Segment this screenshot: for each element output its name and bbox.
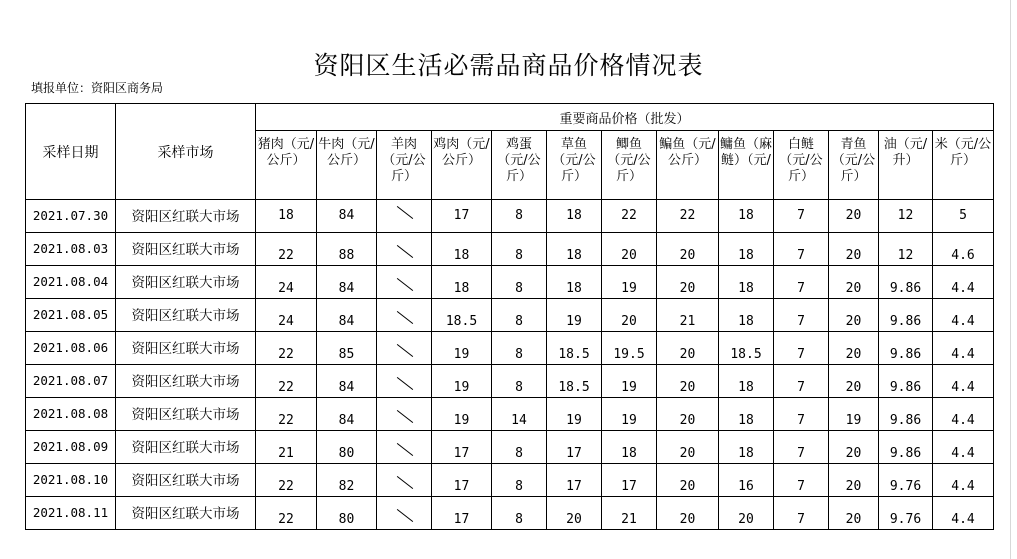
header-market: 采样市场 [116,104,256,200]
sample-market-cell: 资阳区红联大市场 [116,200,256,233]
diagonal-slash-icon [395,443,413,457]
price-cell: 88 [317,233,377,266]
header-item: 鳙鱼（麻鲢）（元/ [719,131,774,200]
price-cell: 19 [432,365,492,398]
table-row [26,200,994,233]
sample-date-cell: 2021.07.30 [26,200,116,233]
price-cell: 21 [256,431,317,464]
price-cell: 20 [602,299,657,332]
header-item: 鲫鱼（元/公斤） [602,131,657,200]
price-cell: 4.4 [933,497,994,530]
price-cell: 22 [256,464,317,497]
price-cell: 20 [829,365,879,398]
header-row-group [26,104,994,131]
price-cell: 20 [657,332,719,365]
table-row [26,233,994,266]
price-cell: 18.5 [432,299,492,332]
price-cell: 7 [774,398,829,431]
price-cell: 84 [317,200,377,233]
sample-date-cell: 2021.08.03 [26,233,116,266]
price-cell: 20 [829,200,879,233]
price-cell: 84 [317,266,377,299]
price-cell: 7 [774,431,829,464]
header-item: 白鲢（元/公斤） [774,131,829,200]
price-cell: 7 [774,299,829,332]
header-item: 米（元/公斤） [933,131,994,200]
price-cell: 18.5 [719,332,774,365]
table-row [26,299,994,332]
price-cell: 20 [657,398,719,431]
header-item: 鸡蛋（元/公斤） [492,131,547,200]
price-cell: 85 [317,332,377,365]
price-cell: 22 [256,398,317,431]
diagonal-slash-icon [395,206,413,220]
sample-date-cell: 2021.08.04 [26,266,116,299]
sample-date-cell: 2021.08.06 [26,332,116,365]
price-cell: 9.76 [879,464,933,497]
price-cell: 7 [774,464,829,497]
price-cell: 8 [492,200,547,233]
price-cell: 17 [547,431,602,464]
price-cell: 4.6 [933,233,994,266]
sample-date-cell: 2021.08.11 [26,497,116,530]
price-cell: 19 [602,365,657,398]
price-cell: 17 [432,200,492,233]
price-cell: 9.86 [879,431,933,464]
price-cell: 22 [256,233,317,266]
table-row [26,497,994,530]
price-cell: 8 [492,431,547,464]
price-cell: 24 [256,266,317,299]
price-cell: 7 [774,365,829,398]
price-cell: 84 [317,398,377,431]
price-cell: 19.5 [602,332,657,365]
price-cell: 20 [829,431,879,464]
price-cell: 18 [432,233,492,266]
price-cell: 7 [774,266,829,299]
price-cell: 8 [492,332,547,365]
price-cell: 8 [492,365,547,398]
diagonal-slash-icon [395,410,413,424]
price-cell: 12 [879,200,933,233]
price-cell: 18 [719,299,774,332]
not-available-mark [377,299,432,332]
price-cell: 7 [774,233,829,266]
not-available-mark [377,398,432,431]
price-cell: 22 [256,497,317,530]
price-cell: 22 [602,200,657,233]
price-cell: 9.86 [879,266,933,299]
price-table [25,103,994,530]
price-cell: 4.4 [933,299,994,332]
price-cell: 20 [719,497,774,530]
price-cell: 9.86 [879,365,933,398]
price-cell: 80 [317,431,377,464]
price-cell: 24 [256,299,317,332]
header-price-group: 重要商品价格（批发） [256,104,994,131]
price-cell: 20 [657,266,719,299]
header-item: 鸡肉（元/公斤） [432,131,492,200]
diagonal-slash-icon [395,245,413,259]
diagonal-slash-icon [395,344,413,358]
price-cell: 82 [317,464,377,497]
sample-market-cell: 资阳区红联大市场 [116,497,256,530]
price-cell: 4.4 [933,464,994,497]
price-cell: 18 [719,398,774,431]
price-cell: 21 [602,497,657,530]
price-cell: 20 [829,464,879,497]
table-row [26,365,994,398]
not-available-mark [377,233,432,266]
sample-market-cell: 资阳区红联大市场 [116,398,256,431]
diagonal-slash-icon [395,377,413,391]
price-cell: 84 [317,299,377,332]
price-cell: 20 [829,497,879,530]
price-cell: 18 [719,431,774,464]
not-available-mark [377,431,432,464]
price-cell: 20 [547,497,602,530]
price-cell: 16 [719,464,774,497]
price-cell: 84 [317,365,377,398]
table-body [26,200,994,530]
price-cell: 8 [492,233,547,266]
header-date: 采样日期 [26,104,116,200]
price-cell: 4.4 [933,332,994,365]
price-cell: 7 [774,497,829,530]
price-cell: 19 [829,398,879,431]
not-available-mark [377,464,432,497]
price-cell: 17 [432,464,492,497]
price-cell: 18 [256,200,317,233]
price-cell: 18 [547,200,602,233]
price-cell: 7 [774,332,829,365]
sample-market-cell: 资阳区红联大市场 [116,431,256,464]
price-cell: 19 [432,332,492,365]
price-cell: 80 [317,497,377,530]
price-cell: 20 [829,299,879,332]
price-cell: 17 [432,497,492,530]
price-cell: 18.5 [547,365,602,398]
not-available-mark [377,365,432,398]
price-cell: 4.4 [933,365,994,398]
table-row [26,398,994,431]
table-row [26,266,994,299]
price-cell: 8 [492,497,547,530]
price-cell: 4.4 [933,431,994,464]
header-item: 羊肉（元/公斤） [377,131,432,200]
sample-market-cell: 资阳区红联大市场 [116,464,256,497]
price-cell: 18 [547,266,602,299]
price-cell: 20 [829,266,879,299]
not-available-mark [377,332,432,365]
table-row [26,464,994,497]
price-cell: 22 [256,332,317,365]
price-cell: 8 [492,464,547,497]
price-cell: 18 [719,233,774,266]
header-item: 牛肉（元/公斤） [317,131,377,200]
sample-date-cell: 2021.08.07 [26,365,116,398]
price-cell: 20 [829,233,879,266]
sample-market-cell: 资阳区红联大市场 [116,299,256,332]
price-cell: 18.5 [547,332,602,365]
sample-market-cell: 资阳区红联大市场 [116,266,256,299]
price-cell: 4.4 [933,266,994,299]
page-title: 资阳区生活必需品商品价格情况表 [313,51,704,80]
price-cell: 20 [657,497,719,530]
header-item: 油（元/升） [879,131,933,200]
price-cell: 22 [256,365,317,398]
price-cell: 12 [879,233,933,266]
price-cell: 20 [657,233,719,266]
price-cell: 20 [657,431,719,464]
price-cell: 18 [719,200,774,233]
diagonal-slash-icon [395,476,413,490]
sample-market-cell: 资阳区红联大市场 [116,233,256,266]
header-item: 青鱼（元/公斤） [829,131,879,200]
price-cell: 19 [602,266,657,299]
price-cell: 18 [719,266,774,299]
sample-date-cell: 2021.08.10 [26,464,116,497]
price-cell: 21 [657,299,719,332]
price-cell: 19 [547,398,602,431]
price-cell: 19 [547,299,602,332]
table-row [26,332,994,365]
price-cell: 22 [657,200,719,233]
price-cell: 9.86 [879,332,933,365]
price-cell: 19 [602,398,657,431]
price-cell: 18 [547,233,602,266]
price-cell: 9.86 [879,299,933,332]
price-cell: 17 [547,464,602,497]
sample-date-cell: 2021.08.05 [26,299,116,332]
price-cell: 4.4 [933,398,994,431]
header-item: 草鱼（元/公斤） [547,131,602,200]
diagonal-slash-icon [395,509,413,523]
price-cell: 9.76 [879,497,933,530]
reporting-unit-label: 填报单位：资阳区商务局 [31,81,164,95]
price-cell: 8 [492,266,547,299]
price-cell: 20 [657,464,719,497]
sample-market-cell: 资阳区红联大市场 [116,332,256,365]
price-cell: 8 [492,299,547,332]
diagonal-slash-icon [395,311,413,325]
diagonal-slash-icon [395,278,413,292]
price-cell: 9.86 [879,398,933,431]
not-available-mark [377,497,432,530]
header-item: 猪肉（元/公斤） [256,131,317,200]
not-available-mark [377,200,432,233]
table-row [26,431,994,464]
page-edge-rule [1010,0,1011,559]
price-cell: 5 [933,200,994,233]
sample-date-cell: 2021.08.09 [26,431,116,464]
price-cell: 18 [432,266,492,299]
price-cell: 14 [492,398,547,431]
price-cell: 17 [432,431,492,464]
price-cell: 17 [602,464,657,497]
sample-market-cell: 资阳区红联大市场 [116,365,256,398]
price-cell: 19 [432,398,492,431]
header-item: 鳊鱼（元/公斤） [657,131,719,200]
price-cell: 20 [657,365,719,398]
price-cell: 20 [829,332,879,365]
price-cell: 20 [602,233,657,266]
sample-date-cell: 2021.08.08 [26,398,116,431]
not-available-mark [377,266,432,299]
price-cell: 18 [719,365,774,398]
price-cell: 7 [774,200,829,233]
price-cell: 18 [602,431,657,464]
